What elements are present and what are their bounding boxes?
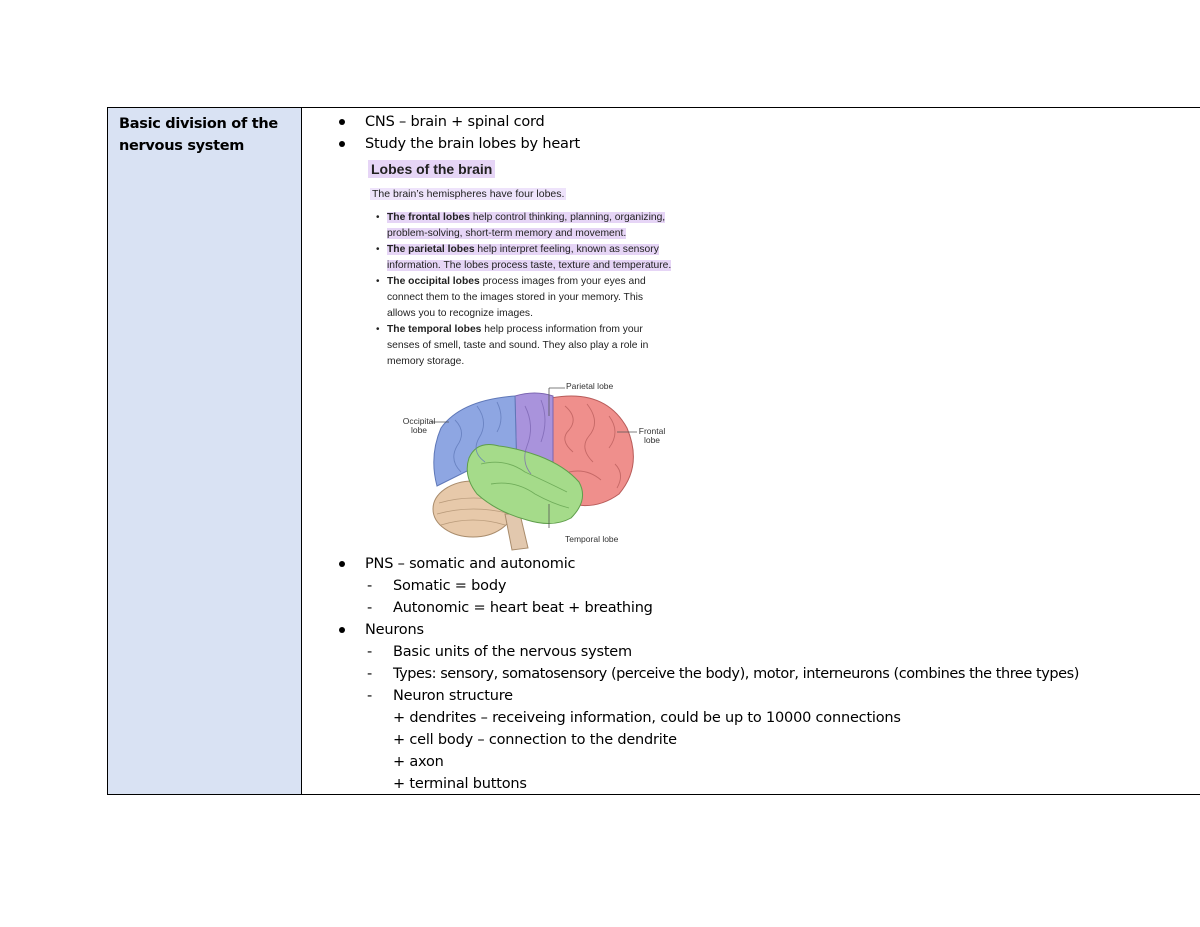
bullet-icon: [339, 119, 345, 125]
neuron-structure: Neuron structure: [393, 688, 513, 704]
lobe-parietal-line2: information. The lobes process taste, texture and temperature.: [387, 260, 672, 271]
dash-icon: -: [367, 578, 373, 594]
lobe-temporal-line2: senses of smell, taste and sound. They also play a role in: [387, 340, 649, 351]
label-occipital: Occipital lobe: [402, 416, 436, 435]
dash-icon: -: [367, 666, 373, 682]
neuron-basic-units: Basic units of the nervous system: [393, 644, 632, 660]
structure-axon: + axon: [393, 754, 444, 770]
pns-autonomic: Autonomic = heart beat + breathing: [393, 600, 653, 616]
label-temporal: Temporal lobe: [565, 534, 619, 544]
bullet-icon: [339, 627, 345, 633]
structure-cell-body: + cell body – connection to the dendrite: [393, 732, 677, 748]
lobe-temporal-line3: memory storage.: [387, 356, 465, 367]
table-border-top: [107, 107, 1200, 108]
bullet-pns: PNS – somatic and autonomic: [365, 556, 576, 572]
topic-cell: [108, 108, 302, 794]
lobe-frontal-line2: problem-solving, short-term memory and movement.: [387, 228, 627, 239]
pns-somatic: Somatic = body: [393, 578, 507, 594]
label-parietal: Parietal lobe: [566, 381, 614, 391]
brain-diagram: [365, 376, 719, 552]
lobe-temporal-line1: The temporal lobes help process information from your: [387, 324, 643, 335]
bullet-neurons: Neurons: [365, 622, 424, 638]
label-frontal: Frontal lobe: [638, 426, 666, 445]
structure-dendrites: + dendrites – receiveing information, could be up to 10000 connections: [393, 710, 901, 726]
bullet-cns: CNS – brain + spinal cord: [365, 114, 545, 130]
brain-lobes-image: Lobes of the brain The brain’s hemispheres have four lobes. • The frontal lobes help control thinking, planning, organizing, problem-solving, short-term memory and movement. • The parietal lobes help interpret feeling, known as sensory information. The lobes process taste, texture and temperature. • The occipital lobes process images from your eyes and connect them to the images stored in your memory. This allows you to recognize images. • The temporal lobes help process information from your senses of smell, taste and sound. They also play a role in memory storage. Parietal lobe Occipital lobe Frontal lobe Temporal lobe: [365, 154, 719, 552]
table-border-bottom: [107, 794, 1200, 795]
table-column-divider: [301, 107, 302, 795]
topic-title: Basic division of the nervous system: [119, 116, 278, 154]
lobe-parietal-line1: The parietal lobes help interpret feeling, known as sensory: [387, 244, 659, 255]
neuron-types: Types: sensory, somatosensory (perceive the body), motor, interneurons (combines the three types): [393, 666, 1079, 682]
image-title: Lobes of the brain: [368, 160, 495, 178]
structure-terminal-buttons: + terminal buttons: [393, 776, 527, 792]
lobe-frontal-line1: The frontal lobes help control thinking, planning, organizing,: [387, 212, 666, 223]
bullet-icon: [339, 141, 345, 147]
lobe-occipital-line3: allows you to recognize images.: [387, 308, 533, 319]
dash-icon: -: [367, 600, 373, 616]
image-subtitle: The brain’s hemispheres have four lobes.: [372, 188, 565, 200]
bullet-study: Study the brain lobes by heart: [365, 136, 580, 152]
bullet-icon: [339, 561, 345, 567]
lobe-occipital-line1: The occipital lobes process images from your eyes and: [387, 276, 646, 287]
dash-icon: -: [367, 644, 373, 660]
lobe-occipital-line2: connect them to the images stored in your memory. This: [387, 292, 644, 303]
dash-icon: -: [367, 688, 373, 704]
table-border-left: [107, 107, 108, 795]
